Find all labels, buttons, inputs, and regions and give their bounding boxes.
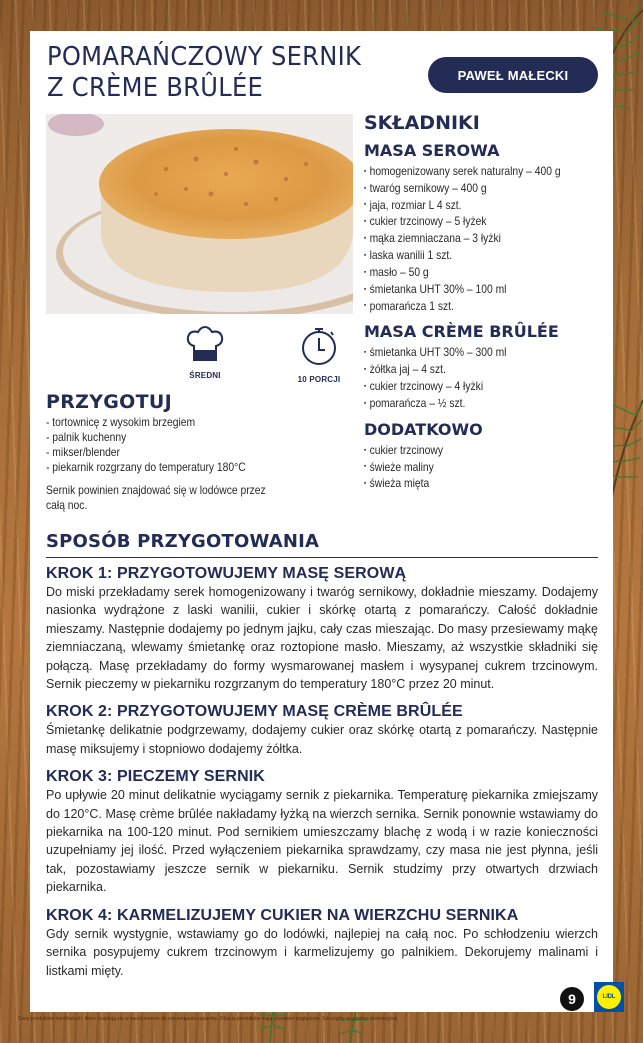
ingredient-item: ▪ twaróg sernikowy – 400 g	[364, 180, 579, 197]
step-4	[46, 906, 598, 980]
ingredient-item: ▪ jaja, rozmiar L 4 szt.	[364, 197, 579, 214]
ingredient-item: ▪ świeże maliny	[364, 459, 579, 476]
ingredient-group-title: MASA CRÈME BRÛLÉE	[364, 322, 559, 342]
recipe-title-line1: POMARAŃCZOWY SERNIK	[47, 42, 362, 72]
lidl-logo-circle	[597, 985, 621, 1009]
prepare-list	[46, 415, 356, 475]
ingredient-item: ▪ homogenizowany serek naturalny – 400 g	[364, 163, 579, 180]
ingredients-heading: SKŁADNIKI	[364, 112, 480, 134]
ingredient-item: ▪ śmietanka UHT 30% – 300 ml	[364, 344, 579, 361]
ingredient-item: ▪ cukier trzcinowy – 4 łyżki	[364, 378, 579, 395]
step-2	[46, 702, 598, 758]
ingredient-item: ▪ świeża mięta	[364, 475, 579, 492]
author-badge: PAWEŁ MAŁECKI	[428, 57, 598, 93]
stopwatch-icon	[299, 326, 339, 366]
recipe-title	[47, 42, 361, 104]
prepare-item: - mikser/blender	[46, 445, 120, 459]
ingredient-item: ▪ śmietanka UHT 30% – 100 ml	[364, 281, 579, 298]
prepare-note-line1: Sernik powinien znajdować się w lodówce przez	[46, 483, 266, 497]
step-text: Śmietankę delikatnie podgrzewamy, dodajemy cukier oraz skórkę otartą z pomarańczy. Następnie masę miksujemy i stopniowo dodajemy żółtka.	[46, 723, 598, 756]
ingredient-item: ▪ cukier trzcinowy – 5 łyżek	[364, 213, 579, 230]
step-1	[46, 564, 598, 693]
prepare-item: - tortownicę z wysokim brzegiem	[46, 415, 196, 429]
step-title: KROK 1: PRZYGOTOWUJEMY MASĘ SEROWĄ	[46, 565, 407, 582]
chef-hat-icon	[185, 326, 225, 362]
step-3	[46, 767, 598, 896]
difficulty-info	[170, 326, 240, 380]
method-heading: SPOSÓB PRZYGOTOWANIA	[46, 531, 320, 552]
ingredient-group-masa-creme-brulee	[364, 322, 614, 411]
recipe-card	[30, 31, 613, 1012]
prepare-item: - palnik kuchenny	[46, 430, 127, 444]
step-text: Po upływie 20 minut delikatnie wyciągamy sernik z piekarnika. Temperaturę piekarnika zmiejszamy do 120°C. Masę crème brûlée nakładamy łyżką na wierzch sernika. Sernik ponownie wstawiamy do piekarnika na 100-120 minut. Pod sernikiem umieszczamy blachę z wodą i w razie konieczności uzupełniamy jej ilość. Przed wyłączeniem piekarnika sprawdzamy, czy masa nie jest płynna, jeśli tak, pozostawiamy jeszcze sernik w piekarniku. Sernik studzimy przy otwartych drzwiach piekarnika.	[46, 788, 598, 895]
ingredient-item: ▪ pomarańcza 1 szt.	[364, 298, 579, 315]
difficulty-label: ŚREDNI	[189, 371, 221, 380]
prepare-section	[46, 391, 356, 513]
ingredient-item: ▪ żółtka jaj – 4 szt.	[364, 361, 579, 378]
servings-info	[284, 326, 354, 384]
lidl-logo-text: LIDL	[602, 994, 616, 1000]
cheesecake-photo	[46, 114, 353, 314]
ingredients-section	[364, 111, 614, 500]
prepare-item: - piekarnik rozgrzany do temperatury 180°C	[46, 460, 246, 474]
recipe-title-line2: Z CRÈME BRÛLÉE	[47, 73, 264, 103]
ingredient-group-masa-serowa	[364, 141, 614, 314]
recipe-info-row	[170, 326, 360, 386]
ingredient-group-title: MASA SEROWA	[364, 141, 500, 160]
step-title: KROK 2: PRZYGOTOWUJEMY MASĘ CRÈME BRÛLÉE	[46, 703, 463, 721]
cheesecake-illustration	[46, 114, 353, 314]
footer-disclaimer: Ceny produktów handlowych, które znajdują się w asortymencie do wyczerpania zapasów. Zdjęcia produktów mają charakter poglądowy. Szczegóły w gazetce promocyjnej.	[18, 1016, 399, 1022]
step-title: KROK 4: KARMELIZUJEMY CUKIER NA WIERZCHU SERNIKA	[46, 906, 519, 924]
prepare-note	[46, 483, 313, 513]
servings-label: 10 PORCJI	[297, 375, 341, 384]
ingredient-item: ▪ masło – 50 g	[364, 264, 579, 281]
step-text: Do miski przekładamy serek homogenizowany i twaróg sernikowy, dokładnie mieszamy. Dodajemy nasionka wydrążone z laski wanilii, cukier i skórkę otartą z pomarańczy. Całość dokładnie mieszamy. Następnie dodajemy po jednym jajku, cały czas mieszając. Do masy przesiewamy mąkę ziemniaczaną, wlewamy śmietankę oraz roztopione masło. Mieszamy, aż wszystkie składniki się połączą. Masę przekładamy do formy wysmarowanej masłem i wysypanej cukrem trzcinowym. Sernik pieczemy w piekarniku rozgrzanym do temperatury 180°C przez 20 minut.	[46, 585, 598, 692]
ingredient-item: ▪ laska wanilii 1 szt.	[364, 247, 579, 264]
prepare-note-line2: całą noc.	[46, 498, 88, 512]
method-divider	[46, 557, 598, 558]
prepare-heading: PRZYGOTUJ	[46, 391, 172, 413]
method-section	[46, 531, 598, 989]
ingredient-group-title: DODATKOWO	[364, 419, 483, 439]
ingredient-item: ▪ pomarańcza – ½ szt.	[364, 395, 579, 412]
page-number: 9	[560, 987, 584, 1011]
ingredient-item: ▪ cukier trzcinowy	[364, 442, 579, 459]
ingredient-group-dodatkowo	[364, 420, 614, 492]
step-text: Gdy sernik wystygnie, wstawiamy go do lodówki, najlepiej na całą noc. Po schłodzeniu wierzch sernika posypujemy cukrem trzcinowym i karmelizujemy go palnikiem. Dekorujemy malinami i listkami mięty.	[46, 926, 598, 978]
lidl-logo	[594, 982, 624, 1012]
ingredient-item: ▪ mąka ziemniaczana – 3 łyżki	[364, 230, 579, 247]
step-title: KROK 3: PIECZEMY SERNIK	[46, 768, 265, 786]
